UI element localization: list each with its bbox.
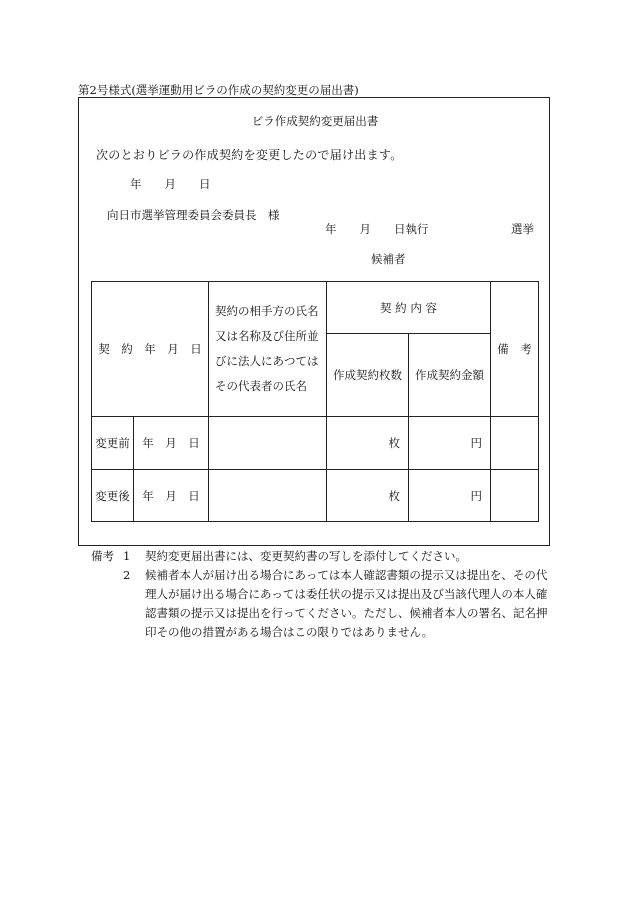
note-text: 候補者本人が届け出る場合にあっては本人確認書類の提示又は提出を、その代理人が届け出る場合にあっては委任状の提示又は提出及び当該代理人の本人確認書類の提示又は提出を行ってください。ただし、候補者本人の署名、記名押印その他の措置がある場合はこの限りではありません。: [145, 568, 548, 639]
notes-label: 備考: [91, 549, 114, 563]
row-remarks[interactable]: [491, 417, 539, 470]
header-remarks: 備 考: [491, 282, 539, 417]
submission-date: 年 月 日: [130, 177, 211, 191]
row-amount[interactable]: 円: [409, 417, 491, 470]
row-party[interactable]: [209, 470, 327, 522]
note-item: [91, 566, 551, 642]
document-title: ビラ作成契約変更届出書: [251, 114, 379, 128]
header-sheets: 作成契約枚数: [327, 334, 409, 417]
header-contract-party: 契約の相手方の氏名又は名称及び住所並びに法人にあつてはその代表者の氏名: [209, 282, 327, 417]
form-caption: 第2号様式(選挙運動用ビラの作成の契約変更の届出書): [78, 83, 359, 97]
row-amount[interactable]: 円: [409, 470, 491, 522]
note-item: [91, 547, 551, 566]
candidate-label: 候補者: [371, 252, 406, 266]
row-date[interactable]: 年 月 日: [134, 470, 209, 522]
table-row: [92, 417, 539, 470]
notes-section: [91, 547, 551, 642]
note-text: 契約変更届出書には、変更契約書の写しを添付してください。: [145, 549, 467, 563]
table-row: [92, 470, 539, 522]
intro-text: 次のとおりビラの作成契約を変更したので届け出ます。: [96, 148, 403, 162]
note-number: 2: [123, 568, 131, 582]
row-sheets[interactable]: 枚: [327, 417, 409, 470]
row-sheets[interactable]: 枚: [327, 470, 409, 522]
addressee: 向日市選挙管理委員会委員長 様: [107, 208, 280, 222]
row-party[interactable]: [209, 417, 327, 470]
row-remarks[interactable]: [491, 470, 539, 522]
header-contract-date: 契 約 年 月 日: [92, 282, 209, 417]
header-amount: 作成契約金額: [409, 334, 491, 417]
row-label: 変更前: [92, 417, 134, 470]
note-number: 1: [123, 549, 131, 563]
header-contract-contents: 契 約 内 容: [327, 282, 491, 334]
election-execution-date: 年 月 日執行: [325, 222, 429, 236]
election-label: 選挙: [511, 222, 534, 236]
row-date[interactable]: 年 月 日: [134, 417, 209, 470]
contract-table: [91, 281, 539, 522]
row-label: 変更後: [92, 470, 134, 522]
